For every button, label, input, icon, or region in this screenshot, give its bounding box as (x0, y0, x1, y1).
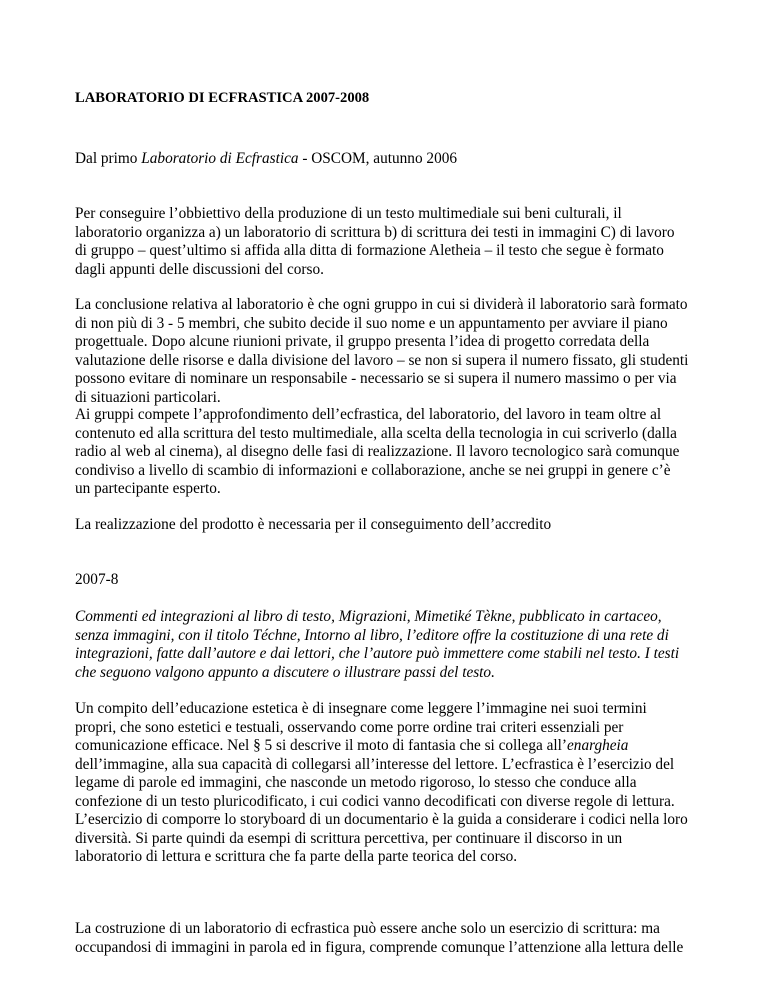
paragraph-objective (75, 205, 703, 279)
paragraph-line: occupandosi di immagini in parola ed in figura, comprende comunque l’attenzione alla lettura delle (75, 938, 684, 956)
paragraph-line: un partecipante esperto. (75, 480, 221, 497)
subtitle-italic: Laboratorio di Ecfrastica (141, 150, 299, 167)
paragraph-line: di situazioni particolari. (75, 388, 221, 406)
year-heading (75, 571, 703, 590)
paragraph-line: L’esercizio di comporre lo storyboard di un documentario è la guida a considerare i codici nella loro (75, 811, 688, 828)
italic-paragraph (75, 608, 703, 682)
subtitle-prefix: Dal primo (75, 150, 142, 167)
enargheia-term: enargheia (567, 737, 629, 754)
paragraph-line: di non più di 3 - 5 membri, che subito decide il suo nome e un appuntamento per avviare il piano (75, 314, 668, 332)
paragraph-line: Per conseguire l’obbiettivo della produzione di un testo multimediale sui beni culturali, il (75, 205, 622, 222)
document-subtitle (75, 150, 457, 169)
paragraph-aesthetic-education (75, 700, 703, 867)
paragraph-line: La costruzione di un laboratorio di ecfrastica può essere anche solo un esercizio di scrittura: ma (75, 920, 660, 937)
italic-line: che seguono valgono appunto a discutere o illustrare passi del testo. (75, 663, 495, 681)
paragraph-line: progettuale. Dopo alcune riunioni private, il gruppo presenta l’idea di progetto corredata della (75, 333, 650, 350)
paragraph-line: dell’immagine, alla sua capacità di collegarsi all’interesse del lettore. L’ecfrastica è l’esercizio del (75, 755, 675, 773)
paragraph-line (75, 737, 703, 756)
paragraph-line: Un compito dell’educazione estetica è di insegnare come leggere l’immagine nei suoi termini (75, 700, 647, 717)
paragraph-groups-conclusion (75, 296, 703, 407)
paragraph-line: radio al web al cinema), al disegno delle fasi di realizzazione. Il lavoro tecnologico sarà comunque (75, 443, 680, 460)
paragraph-line: valutazione delle risorse e dalla divisione del lavoro – se non si supera il numero fissato, gli studenti (75, 351, 689, 369)
paragraph-line: dagli appunti delle discussioni del corso. (75, 260, 324, 278)
paragraph-line: condiviso a livello di scambio di informazioni e collaborazione, anche se nei gruppi in genere c’è (75, 461, 671, 479)
year-heading-text: 2007-8 (75, 571, 119, 588)
paragraph-line: Ai gruppi compete l’approfondimento dell’ecfrastica, del laboratorio, del lavoro in team oltre al (75, 406, 662, 423)
paragraph-line: laboratorio di lettura e scrittura che fa parte della parte teorica del corso. (75, 848, 518, 865)
paragraph-group-duties (75, 406, 703, 499)
paragraph-line: laboratorio organizza a) un laboratorio di scrittura b) di scrittura dei testi in immagini C) di lavoro (75, 223, 675, 241)
italic-line: integrazioni, fatte dall’autore e dai lettori, che l’autore può immettere come stabili nel testo. I testi (75, 645, 680, 662)
document-title: LABORATORIO DI ECFRASTICA 2007-2008 (75, 90, 370, 106)
paragraph-line: diversità. Si parte quindi da esempi di scrittura percettiva, per continuare il discorso in un (75, 829, 623, 847)
italic-line: Commenti ed integrazioni al libro di testo, Migrazioni, Mimetiké Tèkne, pubblicato in cartaceo, (75, 608, 662, 625)
paragraph-line-text: comunicazione efficace. Nel § 5 si descrive il moto di fantasia che si collega all’ (75, 737, 567, 754)
italic-line: senza immagini, con il titolo Téchne, Intorno al libro, l’editore offre la costituzione di una rete di (75, 626, 669, 644)
paragraph-line: La conclusione relativa al laboratorio è che ogni gruppo in cui si dividerà il laboratorio sarà formato (75, 296, 688, 313)
paragraph-credit (75, 516, 703, 535)
paragraph-line: propri, che sono estetici e testuali, osservando come porre ordine trai criteri essenziali per (75, 718, 624, 736)
subtitle-suffix: - OSCOM, autunno 2006 (298, 150, 458, 167)
paragraph-line: confezione di un testo pluricodificato, i cui codici vanno decodificati con diverse regole di lettura. (75, 792, 675, 810)
paragraph-lab-construction (75, 920, 703, 957)
paragraph-line: possono evitare di nominare un responsabile - necessario se si supera il numero massimo o per via (75, 370, 677, 387)
paragraph-line: La realizzazione del prodotto è necessaria per il conseguimento dell’accredito (75, 516, 552, 533)
paragraph-line: legame di parole ed immagini, che nasconde un metodo rigoroso, lo stesso che conduce alla (75, 774, 637, 791)
paragraph-line: di gruppo – quest’ultimo si affida alla ditta di formazione Aletheia – il testo che segue è formato (75, 242, 664, 259)
paragraph-line: contenuto ed alla scrittura del testo multimediale, alla scelta della tecnologia in cui scriverlo (dalla (75, 424, 677, 442)
